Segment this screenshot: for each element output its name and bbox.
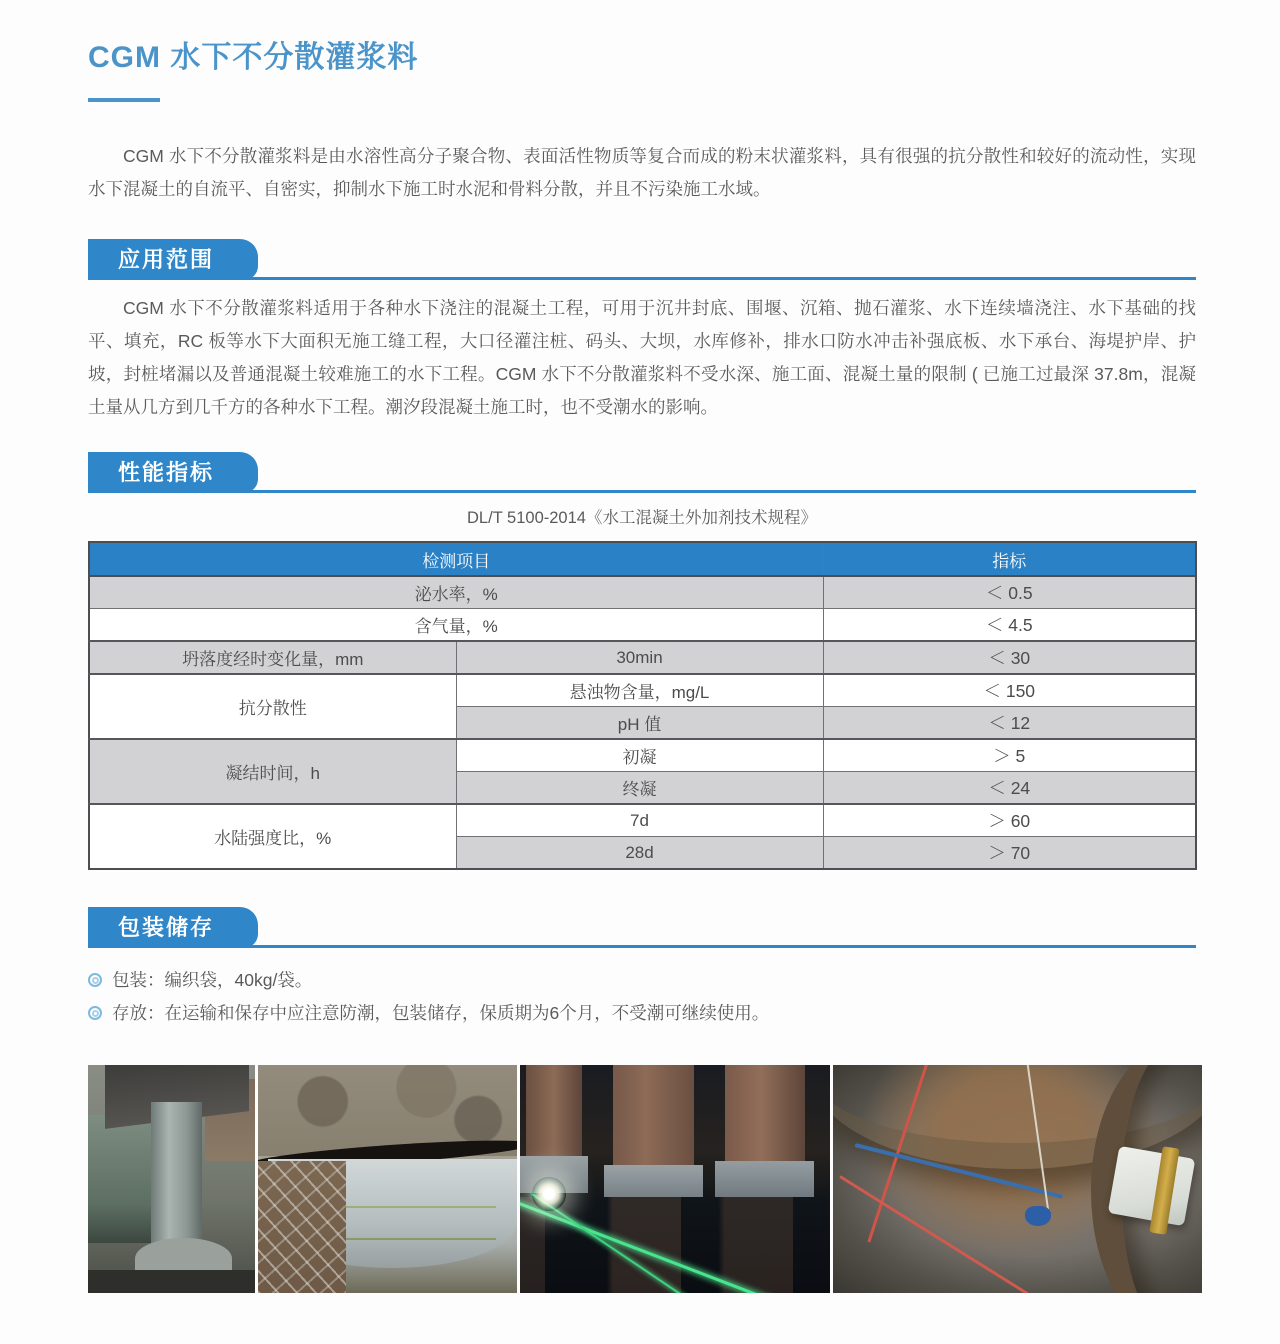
row-value: ＜ 4.5 [823, 609, 1196, 642]
table-row [89, 609, 1196, 642]
section-head-performance [88, 452, 1196, 493]
list-item [88, 997, 1196, 1030]
row-value: ＞ 5 [823, 739, 1196, 772]
photo-bridge-pier-column [88, 1065, 255, 1293]
project-photo-strip [88, 1065, 1196, 1293]
section-head-application [88, 239, 1196, 280]
table-header-index: 指标 [823, 542, 1196, 576]
bullet-text: 包装：编织袋，40kg/袋。 [112, 970, 313, 991]
row-label: 坍落度经时变化量，mm [89, 641, 456, 674]
row-group-label: 抗分散性 [89, 674, 456, 739]
table-row [89, 641, 1196, 674]
photo-caisson-excavation [833, 1065, 1202, 1293]
table-row [89, 804, 1196, 837]
section-rule [88, 945, 1196, 948]
bullet-text: 存放：在运输和保存中应注意防潮，包装储存，保质期为6个月，不受潮可继续使用。 [112, 1003, 770, 1024]
table-header-row [89, 542, 1196, 576]
application-paragraph: CGM 水下不分散灌浆料适用于各种水下浇注的混凝土工程，可用于沉井封底、围堰、沉箱、抛石灌浆、水下连续墙浇注、水下基础的找平、填充，RC 板等水下大面积无施工缝工程，大口径灌注桩、码头、大坝，水库修补，排水口防水冲击补强底板、水下承台、海堤护岸、护坡，封桩堵漏以及普通混凝土较难施工的水下工程。CGM 水下不分散灌浆料不受水深、施工面、混凝土量的限制 ( 已施工过最深 37.8m，混凝土量从几方到几千方的各种水下工程。潮汐段混凝土施工时，也不受潮水的影响。 [88, 298, 1196, 418]
photo-pier-base-grout-collar [258, 1065, 517, 1293]
section-rule [88, 490, 1196, 493]
row-group-label: 水陆强度比，% [89, 804, 456, 869]
bullseye-bullet-icon [88, 973, 102, 987]
row-sublabel: 终凝 [456, 772, 823, 805]
row-sublabel: 初凝 [456, 739, 823, 772]
row-value: ＜ 12 [823, 707, 1196, 740]
row-value: ＜ 30 [823, 641, 1196, 674]
section-badge-performance: 性能指标 [88, 452, 258, 493]
row-sublabel: 悬浊物含量，mg/L [456, 674, 823, 707]
row-group-label: 凝结时间，h [89, 739, 456, 804]
section-rule [88, 277, 1196, 280]
row-value: ＞ 70 [823, 837, 1196, 870]
row-value: ＞ 60 [823, 804, 1196, 837]
row-value: ＜ 0.5 [823, 576, 1196, 609]
table-row [89, 674, 1196, 707]
packaging-bullets [88, 964, 1196, 1030]
table-header-item: 检测项目 [89, 542, 823, 576]
table-row [89, 739, 1196, 772]
photo-night-piers-laser [520, 1065, 830, 1293]
row-value: ＜ 150 [823, 674, 1196, 707]
list-item [88, 964, 1196, 997]
row-sublabel: pH 值 [456, 707, 823, 740]
standard-caption: DL/T 5100-2014《水工混凝土外加剂技术规程》 [467, 509, 817, 528]
section-head-packaging [88, 907, 1196, 948]
row-value: ＜ 24 [823, 772, 1196, 805]
intro-paragraph: CGM 水下不分散灌浆料是由水溶性高分子聚合物、表面活性物质等复合而成的粉末状灌浆料，具有很强的抗分散性和较好的流动性，实现水下混凝土的自流平、自密实，抑制水下施工时水泥和骨料分散，并且不污染施工水域。 [88, 146, 1196, 200]
section-badge-packaging: 包装储存 [88, 907, 258, 948]
table-row [89, 576, 1196, 609]
row-sublabel: 7d [456, 804, 823, 837]
row-label: 含气量，% [89, 609, 823, 642]
performance-table [88, 541, 1197, 870]
title-underline [88, 98, 160, 102]
bullseye-bullet-icon [88, 1006, 102, 1020]
row-sublabel: 30min [456, 641, 823, 674]
page-title: CGM 水下不分散灌浆料 [88, 41, 419, 75]
row-sublabel: 28d [456, 837, 823, 870]
section-badge-application: 应用范围 [88, 239, 258, 280]
row-label: 泌水率，% [89, 576, 823, 609]
